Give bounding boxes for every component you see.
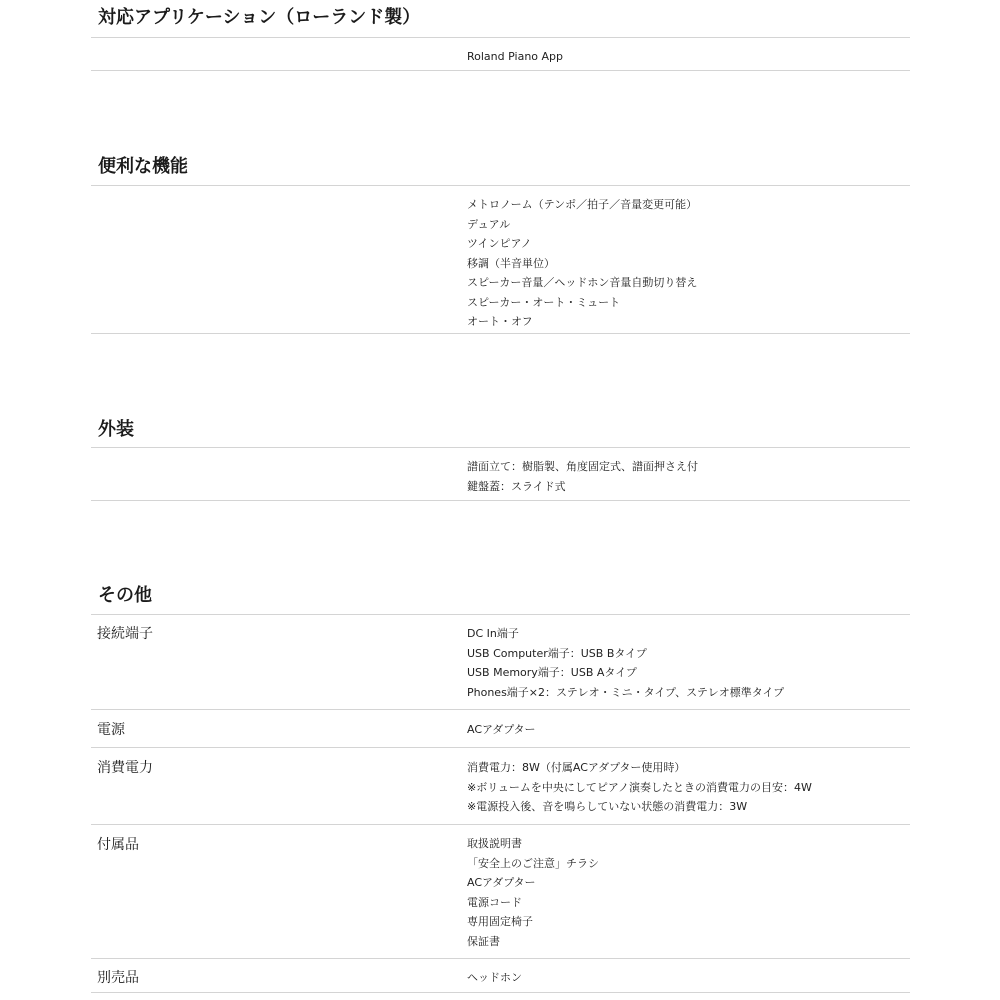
divider xyxy=(91,447,910,448)
power-source-value-list xyxy=(467,720,535,740)
section-heading-apps: 対応アプリケーション（ローランド製） xyxy=(98,7,421,28)
row-label-accessories: 付属品 xyxy=(97,837,139,853)
options-value-list xyxy=(467,968,522,988)
list-item: デュアル xyxy=(467,217,511,231)
section-heading-other: その他 xyxy=(98,585,152,606)
divider xyxy=(91,824,910,825)
divider xyxy=(91,185,910,186)
list-item: Phones端子×2：ステレオ・ミニ・タイプ、ステレオ標準タイプ xyxy=(467,685,785,699)
list-item: スピーカー・オート・ミュート xyxy=(467,295,621,309)
accessories-value-list xyxy=(467,834,599,951)
list-item: 消費電力：8W（付属ACアダプター使用時） xyxy=(467,761,686,774)
list-item: オート・オフ xyxy=(467,315,533,328)
row-label-power-consumption: 消費電力 xyxy=(97,760,153,776)
list-item: 譜面立て：樹脂製、角度固定式、譜面押さえ付 xyxy=(467,460,698,473)
list-item: DC In端子 xyxy=(467,627,519,640)
list-item: 電源コード xyxy=(467,895,522,909)
divider xyxy=(91,709,910,710)
list-item: メトロノーム（テンポ／拍子／音量変更可能） xyxy=(467,198,698,211)
list-item: ヘッドホン xyxy=(467,971,522,984)
list-item: スピーカー音量／ヘッドホン音量自動切り替え xyxy=(467,276,698,289)
list-item: 鍵盤蓋：スライド式 xyxy=(467,479,566,493)
list-item: 「安全上のご注意」チラシ xyxy=(467,856,599,870)
features-value-list xyxy=(467,195,697,332)
divider xyxy=(91,37,910,38)
exterior-value-list xyxy=(467,457,698,496)
divider xyxy=(91,958,910,959)
list-item: ※ボリュームを中央にしてピアノ演奏したときの消費電力の目安：4W xyxy=(467,780,812,794)
divider xyxy=(91,500,910,501)
divider xyxy=(91,992,910,993)
row-label-power-source: 電源 xyxy=(97,722,125,738)
apps-value-list xyxy=(467,47,563,67)
list-item: ツインピアノ xyxy=(467,237,532,250)
divider xyxy=(91,333,910,334)
list-item: USB Computer端子：USB Bタイプ xyxy=(467,646,647,660)
divider xyxy=(91,70,910,71)
list-item: 取扱説明書 xyxy=(467,837,522,850)
divider xyxy=(91,747,910,748)
list-item: 移調（半音単位） xyxy=(467,256,555,270)
list-item: 保証書 xyxy=(467,934,500,948)
list-item: ※電源投入後、音を鳴らしていない状態の消費電力：3W xyxy=(467,800,748,813)
list-item: ACアダプター xyxy=(467,876,536,889)
list-item: USB Memory端子：USB Aタイプ xyxy=(467,666,637,679)
connectors-value-list xyxy=(467,624,784,702)
list-item: Roland Piano App xyxy=(467,50,564,63)
row-label-options: 別売品 xyxy=(97,970,139,986)
divider xyxy=(91,614,910,615)
power-consumption-value-list xyxy=(467,758,812,817)
list-item: 専用固定椅子 xyxy=(467,915,533,928)
row-label-connectors: 接続端子 xyxy=(97,626,153,642)
section-heading-features: 便利な機能 xyxy=(98,156,188,177)
section-heading-exterior: 外装 xyxy=(98,419,134,440)
list-item: ACアダプター xyxy=(467,723,536,736)
